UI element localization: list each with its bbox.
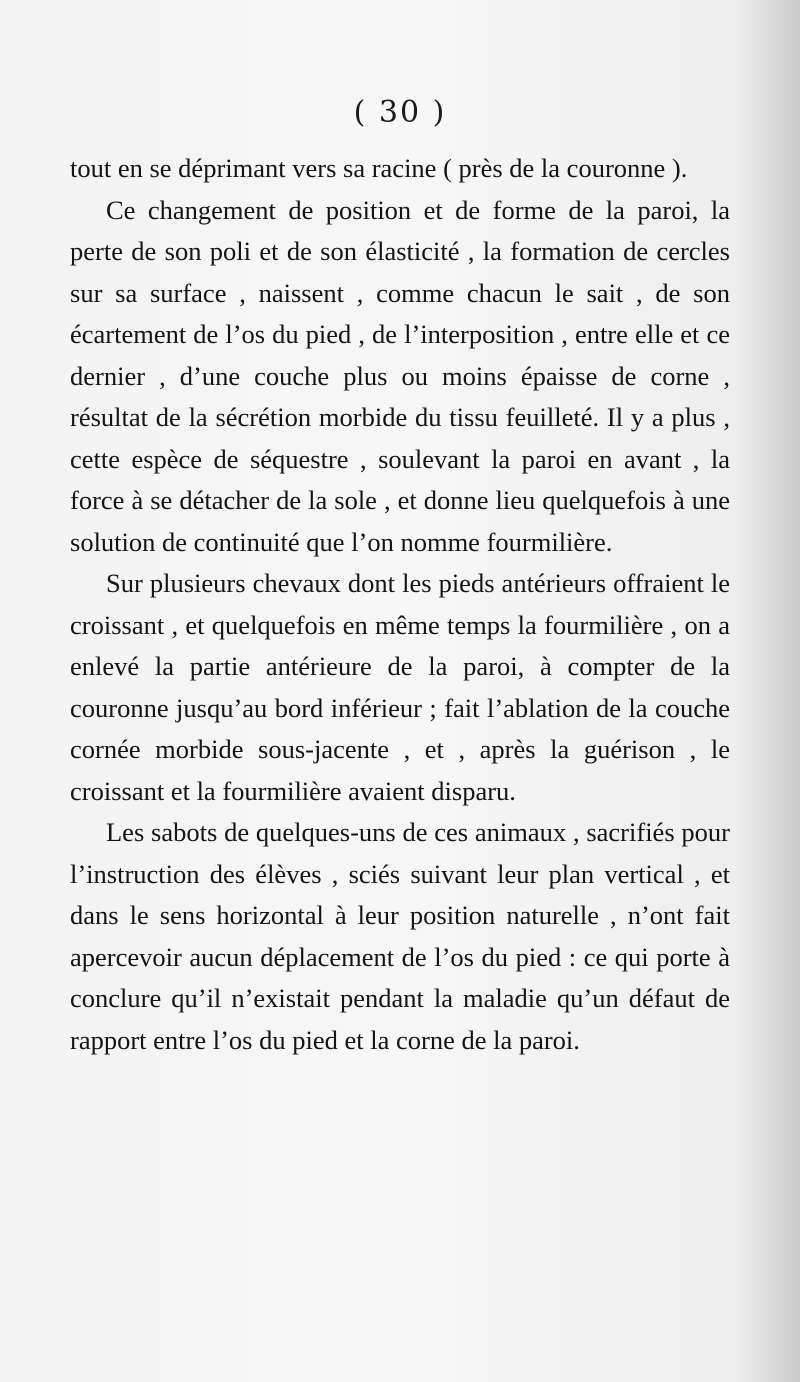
paragraph-3: Sur plusieurs chevaux dont les pieds antérieurs offraient le croissant , et quelquefois en même temps la fourmilière , on a enlevé la partie antérieure de la paroi, à compter de la couronne jusqu’au bord inférieur ; fait l’ablation de la couche cornée morbide sous-jacente , et , après la guérison , le croissant et la fourmilière avaient disparu. [70, 568, 730, 806]
page-number: ( 30 ) [353, 95, 447, 130]
body-text [70, 148, 730, 1061]
paragraph-2: Ce changement de position et de forme de la paroi, la perte de son poli et de son élasticité , la formation de cercles sur sa surface , naissent , comme chacun le sait , de son écartement de l’os du pied , de l’interposition , entre elle et ce dernier , d’une couche plus ou moins épaisse de corne , résultat de la sécrétion morbide du tissu feuilleté. Il y a plus , cette espèce de séquestre , soulevant la paroi en avant , la force à se détacher de la sole , et donne lieu quelquefois à une solution de continuité que l’on nomme fourmilière. [70, 194, 730, 557]
paragraph-4: Les sabots de quelques-uns de ces animaux , sacrifiés pour l’instruction des élèves , sciés suivant leur plan vertical , et dans le sens horizontal à leur position naturelle , n’ont fait apercevoir aucun déplacement de l’os du pied : ce qui porte à conclure qu’il n’existait pendant la maladie qu’un défaut de rapport entre l’os du pied et la corne de la paroi. [70, 817, 730, 1055]
paragraph-1: tout en se déprimant vers sa racine ( près de la couronne ). [70, 153, 688, 183]
